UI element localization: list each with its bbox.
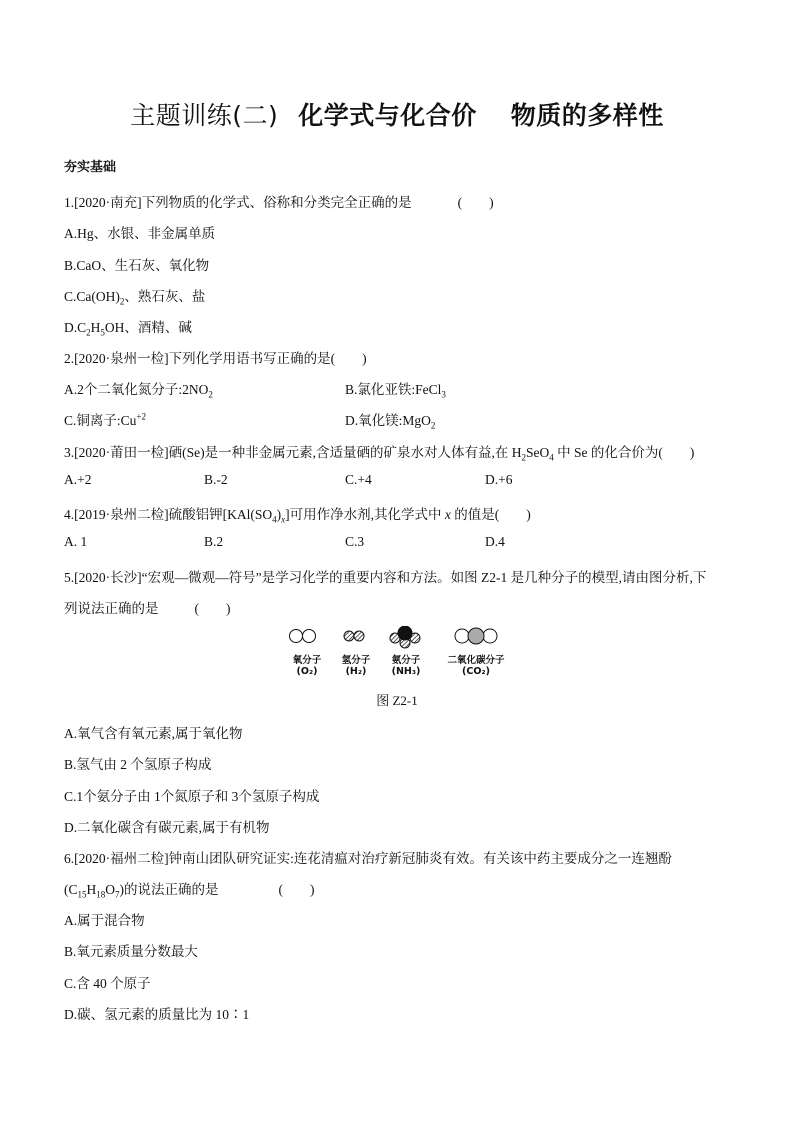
q5-stem-line2: 列说法正确的是 ( ) [64,601,231,616]
q5-stem-line1: 5.[2020·长沙]“宏观—微观—符号”是学习化学的重要内容和方法。如图 Z2-1 是几种分子的模型,请由图分析,下 [64,570,707,585]
q1-option-a: A.Hg、水银、非金属单质 [64,226,216,241]
q4-option-b: B.2 [204,534,224,549]
hydrogen-molecule-model [344,631,364,641]
q4-option-d: D.4 [485,534,505,549]
q3-stem: 3.[2020·莆田一检]硒(Se)是一种非金属元素,含适量硒的矿泉水对人体有益,在 $H_2SeO_4$ 中 Se 的化合价为( ) [64,445,695,463]
page-title [0,96,794,132]
q4-option-a: A. 1 [64,534,88,549]
q6-option-a: A.属于混合物 [64,913,145,928]
figure-caption: 图 Z2-1 [376,693,418,708]
q5-option-a: A.氧气含有氧元素,属于氧化物 [64,726,243,741]
q3-option-d: D.+6 [485,472,513,487]
q6-stem-line1: 6.[2020·福州二检]钟南山团队研究证实:连花清瘟对治疗新冠肺炎有效。有关该中药主要成分之一连翘酚 [64,851,672,866]
q4-stem: 4.[2019·泉州二检]硫酸铝钾$[KAl(SO_4)_x]$可用作净水剂,其化学式中 x 的值是( ) [64,507,531,525]
q5-option-b: B.氢气由 2 个氢原子构成 [64,757,212,772]
section-heading: 夯实基础 [64,160,117,175]
title-part3: 物质的多样性 [510,101,664,130]
q3-option-c: C.+4 [345,472,372,487]
q2-option-c: C.铜离子$:Cu^{+2}$ [64,411,146,428]
q1-option-c: $C.Ca(OH)_2$、熟石灰、盐 [64,289,206,307]
hydrogen-label: 氢分子 (H₂) [341,655,371,677]
q2-option-d: D.氧化镁:MgO$_2$ [345,413,436,431]
q6-option-b: B.氧元素质量分数最大 [64,944,198,959]
q2-option-a: A.2个二氧化氮分子$:2NO_2$ [64,382,213,400]
q1-option-d: $D.C_2H_5OH$、酒精、碱 [64,320,192,338]
ammonia-molecule-model [390,626,420,648]
title-part1: 主题训练(二) [130,101,279,130]
ammonia-label: 氨分子 (NH₃) [391,655,421,677]
q4-option-c: C.3 [345,534,365,549]
q5-option-c: C.1个氨分子由 1个氮原子和 3个氢原子构成 [64,789,320,804]
q6-stem-line2: $(C_{15}H_{18}O_7)$的说法正确的是 ( ) [64,882,315,900]
q6-option-c: C.含 40 个原子 [64,976,151,991]
q5-option-d: D.二氧化碳含有碳元素,属于有机物 [64,820,270,835]
title-part2: 化学式与化合价 [298,101,477,130]
carbon-dioxide-molecule-model [455,628,497,644]
q2-stem: 2.[2020·泉州一检]下列化学用语书写正确的是( ) [64,351,367,366]
q3-option-b: B.-2 [204,472,228,487]
oxygen-molecule-model [290,630,316,643]
q2-option-b: B.氯化亚铁:FeCl$_3$ [345,382,446,400]
q1-stem: 1.[2020·南充]下列物质的化学式、俗称和分类完全正确的是 ( ) [64,195,494,210]
carbon-dioxide-label: 二氧化碳分子 (CO₂) [447,655,505,677]
q3-option-a: A.+2 [64,472,92,487]
oxygen-label: 氧分子 (O₂) [292,655,322,677]
q6-option-d: D.碳、氢元素的质量比为 10∶1 [64,1007,250,1022]
q1-option-b: B.CaO、生石灰、氧化物 [64,258,210,273]
